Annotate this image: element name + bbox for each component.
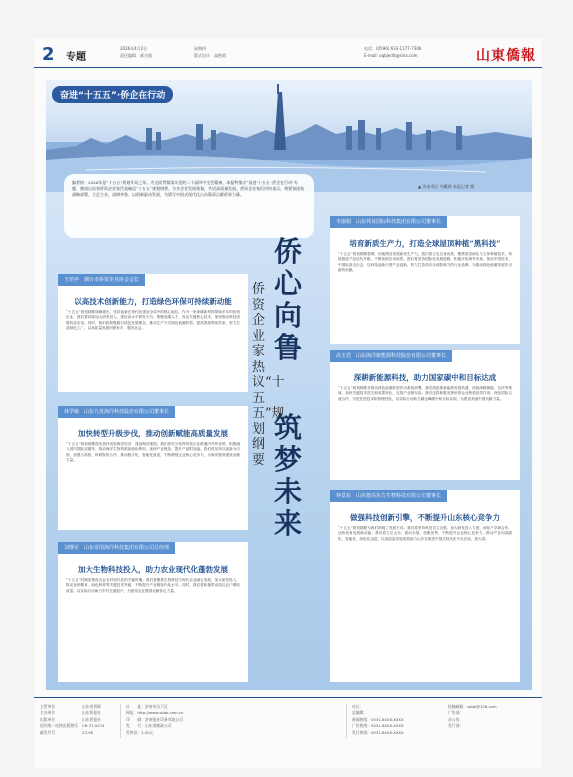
colophon-line: 零售价：1.50元 bbox=[126, 729, 154, 735]
interviewee-label: 高玉君 山东海洋新能源科技股份有限公司董事长 bbox=[330, 350, 452, 362]
colophon-line: 办公室： bbox=[448, 716, 464, 722]
colophon-line: 广告部： bbox=[448, 710, 464, 716]
article-card-4 bbox=[330, 216, 520, 344]
colophon-value: 山东侨报社 bbox=[82, 716, 101, 722]
header-rule bbox=[34, 67, 542, 68]
article-card-5 bbox=[330, 350, 520, 480]
article-headline: 加大生物科技投入，助力农业现代化蓬勃发展 bbox=[78, 565, 228, 574]
colophon-line: 广告热线：0531-8XXX-XXXX bbox=[352, 723, 404, 729]
colophon-labels bbox=[40, 704, 78, 736]
email: E-mail: oqbjedit@sina.com bbox=[364, 53, 418, 58]
colophon-values bbox=[82, 704, 105, 736]
main-title-line1: 侨心向鲁 bbox=[274, 235, 303, 364]
main-subtitle: 侨资企业家热议“十五五”规划纲要 bbox=[252, 282, 285, 468]
article-headline: 深耕新能源科技，助力国家碳中和目标达成 bbox=[353, 373, 497, 382]
article-headline: 加快转型升级步伐，推动创新赋能高质量发展 bbox=[78, 429, 228, 438]
photo-credit: ▲ 济南市区 鸟瞰图 本报记者 摄 bbox=[418, 184, 475, 189]
newspaper-logo: 山東僑報 bbox=[476, 48, 536, 64]
interviewee-label: 钟景宸 山东德高东方生物科技有限公司董事长 bbox=[330, 490, 447, 502]
colophon-label: 出版单位 bbox=[40, 716, 56, 722]
colophon-label: 主管单位 bbox=[40, 704, 56, 709]
article-card-1 bbox=[58, 274, 248, 392]
interviewee-label: 李淑娟 山东邦业国际科技集团有限公司董事长 bbox=[330, 216, 447, 228]
article-body: “十五五”时期是推进农业农村现代化的关键时期。我们将聚焦生物科技与现代农业融合发展，加大研发投入，推动良种繁育、绿色种养等关键技术突破，不断提升产业链现代化水平。同时，我们将积极带动周边农户增收致富，以实际行动助力乡村全面振兴，为建设农业强国贡献侨企力量。 bbox=[66, 578, 240, 593]
article-body: “十五五”规划纲要对推动绿色低碳转型作出系统部署。我们将抢抓新能源发展机遇，持续深耕储能、光伏等领域，加快关键技术攻关和成果转化，完善产业链布局。我们还将积极发挥侨资企业桥梁纽带作用，深化国际交流合作，引进先进技术和管理经验，以实际行动助力碳达峰碳中和目标实现，为建设美丽中国贡献力量。 bbox=[338, 386, 512, 401]
colophon-label: 主办单位 bbox=[40, 710, 56, 716]
designer-line: 版式设计：高艳霞 bbox=[194, 53, 226, 58]
article-headline: 培育新质生产力，打造全球屋顶种植“黑科技” bbox=[349, 239, 501, 248]
colophon-address bbox=[126, 704, 183, 736]
colophon-line: 印 刷：济南报业印务有限公司 bbox=[126, 716, 183, 722]
footer-rule bbox=[34, 697, 542, 698]
section-name: 专题 bbox=[66, 52, 86, 63]
colophon-line: 投稿邮箱：sdqb@126.com bbox=[448, 704, 497, 709]
article-card-6 bbox=[330, 490, 520, 682]
article-body: “十五五”规划纲要提出加快发展海洋经济，建设海洋强国。我们将充分发挥侨资企业联通内外的优势，积极融入国内国际双循环，推动海洋生物资源高值化利用，延伸产业链条，提升产品附加值。我们将坚持以创新为引领，加强与高校、科研院所合作，推动数字化、智能化改造，不断增强企业核心竞争力，为海洋强省建设贡献力量。 bbox=[66, 442, 240, 463]
weekday-line: 星期四 bbox=[194, 46, 206, 51]
colophon-line: 发 行：山东省邮政公司 bbox=[126, 723, 172, 729]
page-number: 2 bbox=[42, 44, 55, 65]
colophon-line: 社 址：济南市历下区 bbox=[126, 704, 168, 709]
issue-date: 2026年4月2日 bbox=[120, 46, 148, 51]
hotline: 电话：(0596) 633-1177-7306 bbox=[364, 46, 422, 51]
colophon-emails bbox=[448, 704, 497, 730]
divider bbox=[346, 704, 347, 738]
column-title-badge: 奋进“十五五”·侨企在行动 bbox=[52, 86, 173, 103]
article-card-3 bbox=[58, 542, 248, 682]
colophon-line: 社长： bbox=[352, 704, 364, 709]
colophon-label: 国内统一连续出版物号 bbox=[40, 723, 78, 729]
colophon-line: 新闻热线：0531-8XXX-XXXX bbox=[352, 716, 404, 722]
colophon-line: 总编辑： bbox=[352, 710, 368, 716]
interviewee-label: 刘继军 山东帝国海洋科技集团有限公司总经理 bbox=[58, 542, 175, 554]
editor-note-text: 编者按：2026年是“十五五”规划开局之年。为全面贯彻落实党的二十届四中全会精神，本报特推出“奋进‘十五五’·侨企在行动”专题，邀请山东省侨资企业家代表畅谈“十五五”规划纲要，分享企业发展规划，共话高质量发展。侨资企业家们纷纷表示，将紧扣国家战略部署，立足主业、深耕齐鲁，以创新驱动发展，为谱写中国式现代化山东篇章贡献侨界力量。 bbox=[72, 180, 305, 198]
article-body: “十五五”规划纲要明确提出，坚持创新在现代化建设全局中的核心地位。作为一家深耕新材料领域多年的侨资企业，我们将持续加大研发投入，建设高水平研发平台，集聚高端人才，攻克关键核心技术，加快推动科技成果转化应用。同时，我们将积极践行绿色发展理念，推动生产方式绿色低碳转型，提高资源利用效率，努力打造绿色工厂，以高质量发展回报家乡、服务社会。 bbox=[66, 310, 240, 331]
article-card-2 bbox=[58, 406, 248, 530]
article-body: “十五五”规划纲要强调，因地制宜发展新质生产力。我们将立足自身优势，聚焦屋顶绿化与立体种植技术，持续推进产品迭代升级，不断拓展应用场景。我们将坚持国际化发展道路，积极开拓海外市场，推动中国技术、中国标准走出去，以科技创新引领产业创新，努力打造具有全球影响力的行业品牌，为推动绿色低碳发展作出新的贡献。 bbox=[338, 252, 512, 273]
article-headline: 以高技术创新能力，打造绿色环保可持续新动能 bbox=[74, 297, 232, 306]
masthead bbox=[34, 40, 542, 68]
editor-line: 责任编辑：郝吉霞 bbox=[120, 53, 152, 58]
interviewee-label: 林学敏 山东九发海洋科技股份有限公司董事长 bbox=[58, 406, 175, 418]
colophon-line: 网址：http://www.sdqb.com.cn bbox=[126, 710, 184, 716]
colophon-line: 发行热线：0531-8XXX-XXXX bbox=[352, 729, 404, 735]
interviewee-label: 王培亭 烟台市侨资企业协会会长 bbox=[58, 274, 145, 286]
colophon-contacts bbox=[352, 704, 404, 736]
colophon-value: 山东省侨联 bbox=[82, 704, 101, 709]
colophon-line: 发行部： bbox=[448, 723, 464, 729]
main-title-line2: 筑梦未来 bbox=[274, 411, 303, 540]
article-body: “十五五”规划纲要为我们指明了发展方向。我们将坚持科技自立自强，加大研发投入力度，深化产学研合作，加快培育发展新动能。我们将立足山东、面向全国、放眼世界，不断提升企业核心竞争力，推动产业向高端化、智能化、绿色化迈进，以高质量发展成果助力山东在推进中国式现代化中走在前、挑大梁。 bbox=[338, 526, 512, 541]
colophon-value: 23-96 bbox=[82, 729, 94, 735]
colophon-value: 山东侨报社 bbox=[82, 710, 101, 716]
article-headline: 做强科技创新引擎，不断提升山东核心竞争力 bbox=[350, 513, 500, 522]
colophon bbox=[34, 700, 542, 768]
colophon-value: CN 37-0074 bbox=[82, 723, 105, 729]
divider bbox=[120, 704, 121, 738]
colophon-label: 邮发代号 bbox=[40, 729, 56, 735]
editor-note-box bbox=[64, 174, 314, 238]
